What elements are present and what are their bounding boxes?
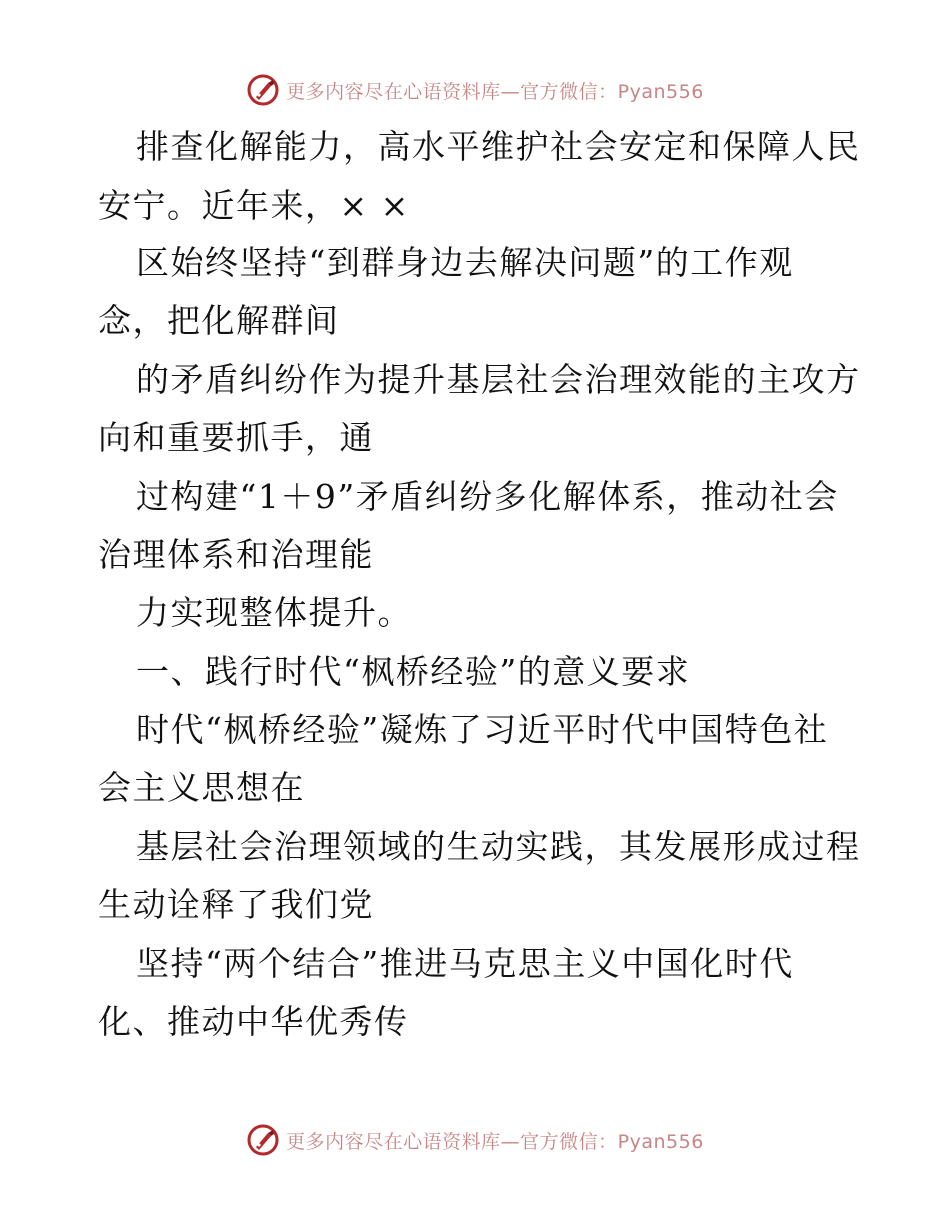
text-line: 向和重要抓手，通	[98, 418, 374, 457]
text-line: 时代“枫桥经验”凝炼了习近平时代中国特色社	[136, 710, 829, 749]
text-line: 治理体系和治理能	[98, 535, 374, 574]
footer-watermark	[0, 1120, 950, 1160]
text-line: 过构建“1＋9”矛盾纠纷多化解体系，推动社会	[136, 477, 839, 516]
text-line: 会主义思想在	[98, 768, 305, 807]
text-line: 生动诠释了我们党	[98, 885, 374, 924]
text-line: 基层社会治理领域的生动实践，其发展形成过程	[136, 827, 861, 866]
text-line: 的矛盾纠纷作为提升基层社会治理效能的主攻方	[136, 360, 861, 399]
text-line: 排查化解能力，高水平维护社会安定和保障人民	[136, 127, 861, 166]
text-line: 区始终坚持“到群身边去解决问题”的工作观	[136, 243, 794, 282]
text-line: 念，把化解群间	[98, 301, 340, 340]
text-line: 安宁。近年来，× ×	[98, 186, 410, 225]
text-line: 化、推动中华优秀传	[98, 1002, 409, 1041]
header-watermark	[0, 70, 950, 110]
watermark-text: 更多内容尽在心语资料库—官方微信：Pyan556	[286, 80, 704, 103]
text-line: 坚持“两个结合”推进马克思主义中国化时代	[136, 944, 794, 983]
pen-nib-logo-icon	[246, 73, 280, 107]
watermark-text: 更多内容尽在心语资料库—官方微信：Pyan556	[286, 1130, 704, 1153]
section-heading: 一、践行时代“枫桥经验”的意义要求	[136, 652, 691, 691]
pen-nib-logo-icon	[246, 1123, 280, 1157]
text-line: 力实现整体提升。	[136, 593, 412, 632]
